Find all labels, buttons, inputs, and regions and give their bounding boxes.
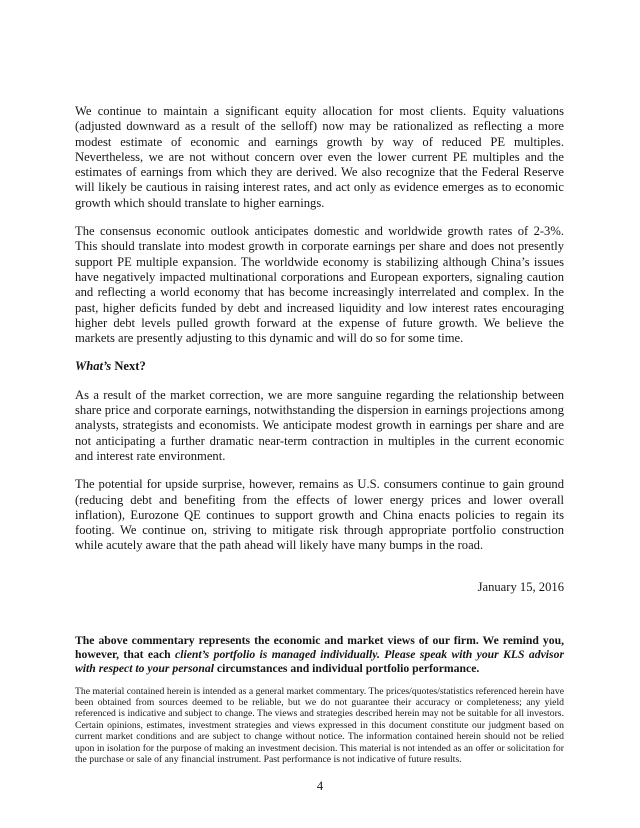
client-note xyxy=(75,634,564,677)
document-content xyxy=(75,104,564,765)
body-paragraph-1: We continue to maintain a significant equity allocation for most clients. Equity valuations (adjusted downward as a result of the selloff) now may be rationalized as reflecting a more modest estimate of economic and earnings growth by way of reduced PE multiples. Nevertheless, we are not without concern over even the lower current PE multiples and the estimates of earnings from which they are derived. We also recognize that the Federal Reserve will likely be cautious in raising interest rates, and act only as evidence emerges as to economic growth which should translate to higher earnings. xyxy=(75,104,564,210)
client-note-part3: circumstances and individual portfolio performance. xyxy=(216,662,480,676)
client-note-part1: The above commentary represents the economic and market views of our firm. We remind you, however, that each xyxy=(75,634,564,662)
section-heading xyxy=(75,359,564,374)
body-paragraph-2: The consensus economic outlook anticipates domestic and worldwide growth rates of 2-3%. This should translate into modest growth in corporate earnings per share and does not presently support PE multiple expansion. The worldwide economy is stabilizing although China’s issues have negatively impacted multinational corporations and European exporters, signaling caution and reflecting a world economy that has become increasingly interrelated and complex. In the past, higher deficits funded by debt and increased liquidity and low interest rates encouraging higher debt levels pulled growth forward at the expense of future growth. We believe the markets are presently adjusting to this dynamic and will do so for some time. xyxy=(75,224,564,346)
body-paragraph-4: The potential for upside surprise, however, remains as U.S. consumers continue to gain ground (reducing debt and benefiting from the effects of lower energy prices and lower overall inflation), Eurozone QE continues to support growth and China enacts policies to regain its footing. We continue on, striving to mitigate risk through appropriate portfolio construction while acutely aware that the path ahead will likely have many bumps in the road. xyxy=(75,477,564,553)
disclaimer-text: The material contained herein is intended as a general market commentary. The prices/quotes/statistics referenced herein have been obtained from sources deemed to be reliable, but we do not guarantee their accuracy or completeness; any yield referenced is indicative and subject to change. The views and strategies described herein may not be suitable for all investors. Certain opinions, estimates, investment strategies and views expressed in this document constitute our judgment based on current market conditions and are subject to change without notice. The information contained herein should not be relied upon in isolation for the purpose of making an investment decision. This material is not intended as an offer or solicitation for the purchase or sale of any financial instrument. Past performance is not indicative of future results. xyxy=(75,685,564,766)
body-paragraph-3: As a result of the market correction, we are more sanguine regarding the relationship between share price and corporate earnings, notwithstanding the dispersion in earnings projections among analysts, strategists and economists. We anticipate modest growth in earnings per share and are not anticipating a further dramatic near-term contraction in multiples in the current economic and interest rate environment. xyxy=(75,387,564,463)
client-note-part2-italic: client’s portfolio is managed individually. Please speak with your KLS advisor with respect to your personal xyxy=(75,648,564,676)
date-line: January 15, 2016 xyxy=(477,579,564,594)
page-number: 4 xyxy=(316,779,324,793)
section-heading-italic-part: What’s xyxy=(75,359,112,374)
section-heading-rest: Next? xyxy=(111,359,146,374)
